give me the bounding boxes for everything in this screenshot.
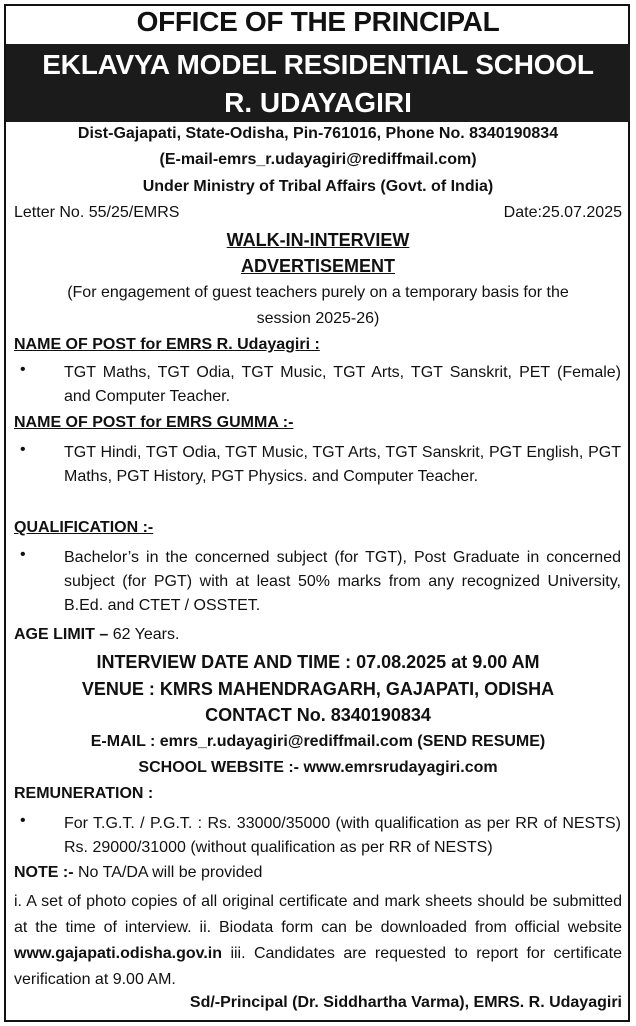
school-address: Dist-Gajapati, State-Odisha, Pin-761016, Phone No. 8340190834 — [77, 125, 559, 142]
purpose-line1: (For engagement of guest teachers purely on a temporary basis for the — [67, 284, 569, 301]
note-line — [14, 864, 262, 882]
ad-title-line1: WALK-IN-INTERVIEW — [226, 230, 410, 250]
remuneration-heading: REMUNERATION : — [14, 785, 154, 802]
interview-datetime: INTERVIEW DATE AND TIME : 07.08.2025 at 9.00 AM — [96, 652, 540, 672]
remuneration-text: For T.G.T. / P.G.T. : Rs. 33000/35000 (with qualification as per RR of NESTS) Rs. 29000/31000 (without qualification as per RR of NESTS) — [64, 815, 621, 856]
age-limit-value: 62 Years. — [112, 626, 180, 643]
qualification-heading: QUALIFICATION :- — [14, 519, 154, 536]
signature-line: Sd/-Principal (Dr. Siddhartha Varma), EMRS. R. Udayagiri — [189, 994, 622, 1011]
instructions-part2: iii. Candidates are requested to report for certificate verification at 9.00 AM. — [14, 945, 622, 988]
bullet-icon: • — [20, 441, 26, 458]
posts-udayagiri-text: TGT Maths, TGT Odia, TGT Music, TGT Arts, TGT Sanskrit, PET (Female) and Computer Teacher. — [64, 364, 621, 405]
age-limit-label: AGE LIMIT – — [14, 626, 109, 643]
school-email: (E-mail-emrs_r.udayagiri@rediffmail.com) — [159, 151, 477, 168]
letter-date: Date:25.07.2025 — [503, 204, 622, 221]
instructions-part1: i. A set of photo copies of all original certificate and mark sheets should be submitted at the time of interview. ii. Biodata form can be downloaded from official website — [14, 893, 622, 936]
interview-venue: VENUE : KMRS MAHENDRAGARH, GAJAPATI, ODISHA — [81, 679, 555, 699]
letter-number: Letter No. 55/25/EMRS — [14, 204, 180, 221]
contact-email: E-MAIL : emrs_r.udayagiri@rediffmail.com (SEND RESUME) — [90, 733, 546, 750]
school-website: SCHOOL WEBSITE :- www.emrsrudayagiri.com — [138, 759, 498, 776]
posts-udayagiri-heading: NAME OF POST for EMRS R. Udayagiri : — [14, 336, 320, 353]
school-town: R. UDAYAGIRI — [224, 87, 412, 118]
posts-gumma-heading: NAME OF POST for EMRS GUMMA :- — [14, 414, 294, 431]
posts-gumma-text: TGT Hindi, TGT Odia, TGT Music, TGT Arts, TGT Sanskrit, PGT English, PGT Maths, PGT History, PGT Physics. and Computer Teacher. — [64, 444, 621, 485]
ad-title-line2: ADVERTISEMENT — [240, 256, 395, 276]
instructions-paragraph — [14, 889, 622, 993]
purpose-line2: session 2025-26) — [256, 310, 380, 327]
contact-number: CONTACT No. 8340190834 — [205, 705, 431, 725]
ministry-line: Under Ministry of Tribal Affairs (Govt. of India) — [142, 178, 494, 195]
school-name: EKLAVYA MODEL RESIDENTIAL SCHOOL — [42, 49, 594, 80]
bullet-icon: • — [20, 546, 26, 563]
office-title: OFFICE OF THE PRINCIPAL — [136, 6, 500, 37]
age-limit — [14, 626, 179, 644]
district-website-link: www.gajapati.odisha.gov.in — [14, 945, 223, 962]
bullet-icon: • — [20, 361, 26, 378]
qualification-text: Bachelor’s in the concerned subject (for TGT), Post Graduate in concerned subject (for PGT) with at least 50% marks from any recognized University, B.Ed. and CTET / OSSTET. — [64, 549, 621, 614]
note-text: No TA/DA will be provided — [78, 864, 263, 881]
note-label: NOTE :- — [14, 864, 74, 881]
bullet-icon: • — [20, 812, 26, 829]
